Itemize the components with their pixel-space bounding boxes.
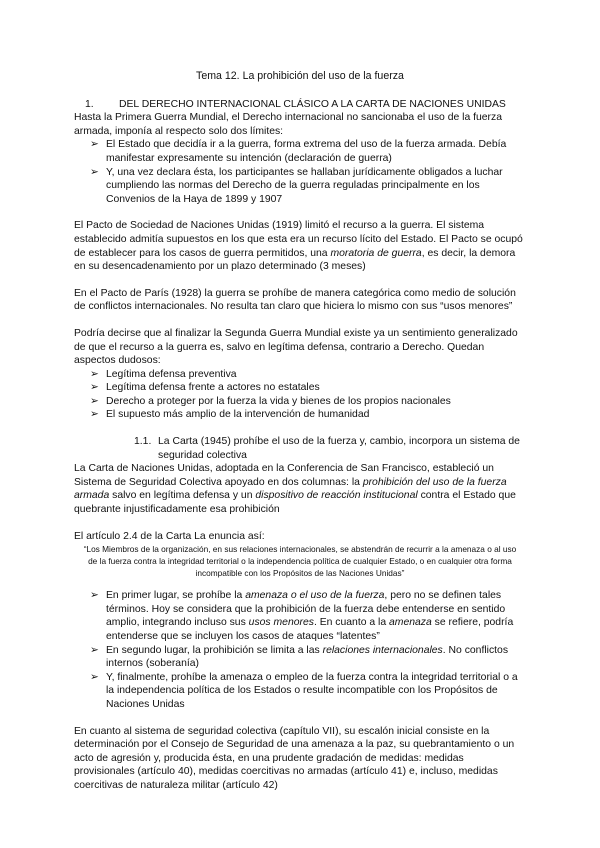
subsection-heading <box>74 435 526 462</box>
paragraph-carta: La Carta de Naciones Unidas, adoptada en la Conferencia de San Francisco, estableció un Sistema de Seguridad Colectiva apoyado en dos columnas: la prohibición del uso de la fuerza armada salvo en legítima defensa y un dispositivo de reacción institucional contra el Estado que quebrante injustificadamente esa prohibición <box>74 463 516 516</box>
paragraph-paris: En el Pacto de París (1928) la guerra se prohíbe de manera categórica como medio de solución de conflictos internacionales. No resulta tan claro que hiciera lo mismo con sus “usos menores” <box>74 287 516 313</box>
paragraph-sociedad: El Pacto de Sociedad de Naciones Unidas (1919) limitó el recurso a la guerra. El sistema establecido admitía supuestos en los que esta era un recurso lícito del Estado. El Pacto se ocupó de establecer para los casos de guerra permitidos, una moratoria de guerra, es decir, la demora en su desencadenamiento por un plazo determinado (3 meses) <box>74 220 523 273</box>
paragraph-articulo-intro: El artículo 2.4 de la Carta La enuncia así: <box>74 530 265 542</box>
paragraph-seguridad-colectiva: En cuanto al sistema de seguridad colectiva (capítulo VII), su escalón inicial consiste en la determinación por el Consejo de Seguridad de una amenaza a la paz, su quebrantamiento o un acto de agresión y, producida ésta, en una prudente gradación de medidas: medidas provisionales (artículo 40), medidas coercitivas no armadas (artículo 41) e, incluso, medidas coercitivas de naturaleza militar (artículo 42) <box>74 725 515 791</box>
section-number: 1. <box>85 98 94 110</box>
list-item: ➢ El supuesto más amplio de la intervención de humanidad <box>90 409 370 421</box>
arrow-bullet-icon: ➢ <box>90 395 99 407</box>
list-item: ➢ Legítima defensa preventiva <box>90 368 237 380</box>
arrow-bullet-icon: ➢ <box>90 409 99 421</box>
dudosos-list <box>74 368 526 422</box>
arrow-bullet-icon: ➢ <box>90 368 99 380</box>
list-item: ➢ En segundo lugar, la prohibición se limita a las relaciones internacionales. No conflictos internos (soberanía) <box>90 644 509 670</box>
page-title: Tema 12. La prohibición del uso de la fuerza <box>196 70 404 82</box>
article-quote: “Los Miembros de la organización, en sus relaciones internacionales, se abstendrán de recurrir a la amenaza o al uso de la fuerza contra la integridad territorial o la independencia política de cualquier Estado, o en cualquier otra forma incompatible con los Propósitos de las Naciones Unidas” <box>83 544 517 579</box>
limits-list <box>74 138 526 206</box>
arrow-bullet-icon: ➢ <box>90 139 99 151</box>
section-heading-text: DEL DERECHO INTERNACIONAL CLÁSICO A LA CARTA DE NACIONES UNIDAS <box>119 98 506 110</box>
arrow-bullet-icon: ➢ <box>90 590 99 602</box>
list-item: ➢ El Estado que decidía ir a la guerra, forma extrema del uso de la fuerza armada. Debía manifestar expresamente su intención (declaración de guerra) <box>90 139 507 164</box>
prohibicion-list <box>74 589 526 711</box>
paragraph-intro: Hasta la Primera Guerra Mundial, el Derecho internacional no sancionaba el uso de la fuerza armada, imponía al respecto solo dos límites: <box>74 112 502 137</box>
arrow-bullet-icon: ➢ <box>90 382 99 394</box>
subsection-heading-text: La Carta (1945) prohíbe el uso de la fuerza y, cambio, incorpora un sistema de seguridad colectiva <box>158 436 520 461</box>
arrow-bullet-icon: ➢ <box>90 644 99 656</box>
list-item: ➢ Derecho a proteger por la fuerza la vida y bienes de los propios nacionales <box>90 395 451 407</box>
list-item: ➢ Y, una vez declara ésta, los participantes se hallaban jurídicamente obligados a luchar cumpliendo las normas del Derecho de la guerra reguladas principalmente en los Convenios de la Haya de 1899 y 1907 <box>90 166 503 205</box>
list-item: ➢ Legítima defensa frente a actores no estatales <box>90 382 320 394</box>
list-item: ➢ Y, finalmente, prohíbe la amenaza o empleo de la fuerza contra la integridad territorial o a la independencia política de los Estados o resulte incompatible con los Propósitos de Naciones Unidas <box>90 671 518 710</box>
section-heading <box>74 98 526 112</box>
paragraph-segunda-guerra: Podría decirse que al finalizar la Segunda Guerra Mundial existe ya un sentimiento generalizado de que el recurso a la guerra es, salvo en legítima defensa, contrario a Derecho. Quedan aspectos dudosos: <box>74 327 518 367</box>
subsection-number: 1.1. <box>134 436 152 448</box>
arrow-bullet-icon: ➢ <box>90 166 99 178</box>
document-page <box>74 70 526 793</box>
list-item: ➢ En primer lugar, se prohíbe la amenaza o el uso de la fuerza, pero no se definen tales términos. Hoy se considera que la prohibición de la fuerza debe entenderse en sentido amplio, integrando incluso sus usos menores. En cuanto a la amenaza se refiere, podría entenderse que se incluyen los casos de ataques “latentes” <box>90 590 514 642</box>
arrow-bullet-icon: ➢ <box>90 671 99 683</box>
